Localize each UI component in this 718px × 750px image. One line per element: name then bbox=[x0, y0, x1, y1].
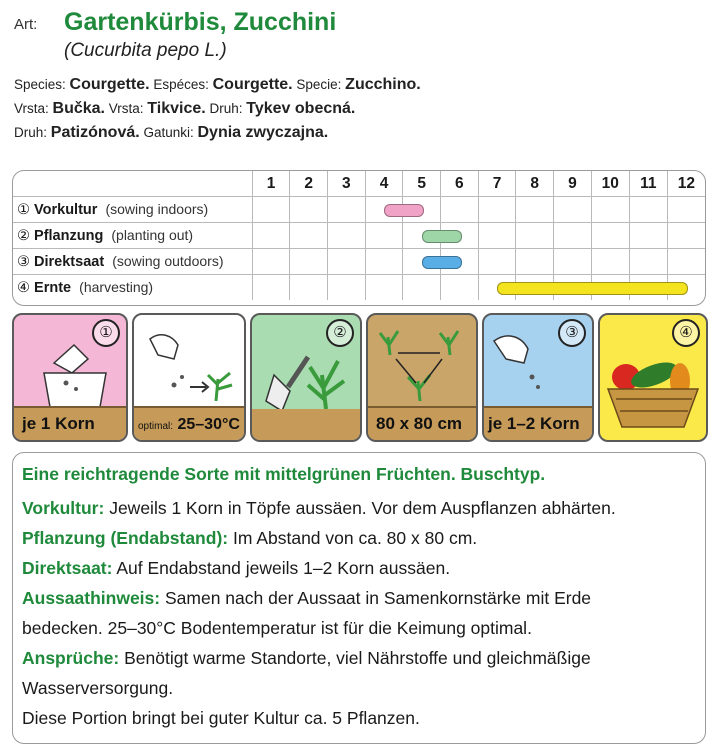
row-name: Vorkultur bbox=[34, 202, 98, 218]
step-number-4: ④ bbox=[672, 319, 700, 347]
month-1: 1 bbox=[252, 171, 290, 197]
pictogram-germination bbox=[132, 313, 246, 442]
pflanzung-label: Pflanzung (Endabstand): bbox=[22, 528, 229, 548]
germination-icon bbox=[134, 315, 244, 410]
row-number: ③ bbox=[17, 254, 30, 270]
direktsaat-line bbox=[22, 557, 450, 579]
especes-label: Espéces: bbox=[153, 77, 209, 92]
calendar-row-direktsaat bbox=[13, 249, 705, 275]
spacing-plants-icon bbox=[368, 315, 476, 410]
aussaat-label: Aussaathinweis: bbox=[22, 588, 161, 608]
row-note: (sowing indoors) bbox=[105, 201, 209, 217]
calendar-bar-ernte bbox=[497, 282, 688, 295]
pictogram-caption-bar bbox=[484, 406, 592, 440]
ansprueche-text: Benötigt warme Standorte, viel Nährstoffe und gleichmäßige bbox=[124, 648, 591, 668]
month-4: 4 bbox=[365, 171, 403, 197]
row-number: ④ bbox=[17, 280, 30, 296]
calendar-bar-pflanzung bbox=[422, 230, 462, 243]
row-number: ② bbox=[17, 228, 30, 244]
pictogram-harvest bbox=[598, 313, 708, 442]
product-title: Gartenkürbis, Zucchini bbox=[64, 8, 337, 36]
row-name: Ernte bbox=[34, 280, 72, 296]
direktsaat-text: Auf Endabstand jeweils 1–2 Korn aussäen. bbox=[116, 558, 451, 578]
pictogram-sowing-pot bbox=[12, 313, 128, 442]
caption-small: optimal: bbox=[138, 421, 174, 432]
vrsta-si-value: Bučka. bbox=[52, 100, 105, 117]
row-label-vorkultur bbox=[13, 197, 252, 223]
pictogram-direct-sowing bbox=[482, 313, 594, 442]
month-3: 3 bbox=[328, 171, 366, 197]
ansprueche-label: Ansprüche: bbox=[22, 648, 120, 668]
especes-value: Courgette. bbox=[212, 76, 293, 93]
calendar-table bbox=[13, 171, 705, 300]
row-note: (harvesting) bbox=[79, 279, 154, 295]
translation-line-2 bbox=[14, 100, 355, 118]
pictogram-caption-bar bbox=[134, 406, 244, 440]
month-10: 10 bbox=[591, 171, 629, 197]
calendar-bar-vorkultur bbox=[384, 204, 424, 217]
druh-sk-value: Patizónová. bbox=[50, 124, 140, 141]
calendar-header-row bbox=[13, 171, 705, 197]
druh-sk-label: Druh: bbox=[14, 125, 48, 140]
caption-text bbox=[138, 416, 238, 434]
ansprueche-text-continued: Wasserversorgung. bbox=[22, 678, 174, 698]
aussaat-text-continued: bedecken. 25–30°C Bodentemperatur ist für die Keimung optimal. bbox=[22, 618, 532, 638]
caption-text: je 1 Korn bbox=[22, 414, 95, 433]
calendar-row-vorkultur bbox=[13, 197, 705, 223]
portion-note: Diese Portion bringt bei guter Kultur ca. 5 Pflanzen. bbox=[22, 708, 420, 728]
vrsta-hr-value: Tikvice. bbox=[147, 100, 206, 117]
row-label-pflanzung bbox=[13, 223, 252, 249]
row-note: (planting out) bbox=[111, 227, 194, 243]
gatunki-value: Dynia zwyczajna. bbox=[197, 124, 329, 141]
info-box bbox=[12, 452, 706, 744]
month-12: 12 bbox=[667, 171, 705, 197]
vrsta-hr-label: Vrsta: bbox=[108, 101, 144, 116]
calendar-row-pflanzung bbox=[13, 223, 705, 249]
month-11: 11 bbox=[629, 171, 667, 197]
row-note: (sowing outdoors) bbox=[112, 253, 224, 269]
calendar-corner bbox=[13, 171, 252, 197]
month-8: 8 bbox=[516, 171, 554, 197]
art-label: Art: bbox=[14, 16, 38, 33]
direktsaat-label: Direktsaat: bbox=[22, 558, 113, 578]
aussaat-line bbox=[22, 587, 591, 609]
specie-label: Specie: bbox=[296, 77, 342, 92]
sowing-calendar bbox=[12, 170, 706, 306]
vorkultur-line bbox=[22, 497, 616, 519]
translation-line-1 bbox=[14, 76, 421, 94]
variety-headline: Eine reichtragende Sorte mit mittelgrünen Früchten. Buschtyp. bbox=[22, 464, 546, 484]
row-name: Pflanzung bbox=[34, 228, 104, 244]
vrsta-si-label: Vrsta: bbox=[14, 101, 49, 116]
pictogram-planting bbox=[250, 313, 362, 442]
step-number-3: ③ bbox=[558, 319, 586, 347]
row-label-ernte bbox=[13, 275, 252, 301]
row-name: Direktsaat bbox=[34, 254, 105, 270]
pflanzung-text: Im Abstand von ca. 80 x 80 cm. bbox=[232, 528, 478, 548]
caption-text: je 1–2 Korn bbox=[488, 414, 580, 433]
gatunki-label: Gatunki: bbox=[143, 125, 194, 140]
step-number-2: ② bbox=[326, 319, 354, 347]
month-2: 2 bbox=[290, 171, 328, 197]
step-number-1: ① bbox=[92, 319, 120, 347]
month-6: 6 bbox=[441, 171, 479, 197]
latin-name: (Cucurbita pepo L.) bbox=[64, 40, 227, 61]
month-5: 5 bbox=[403, 171, 441, 197]
pictogram-caption-bar bbox=[14, 406, 126, 440]
row-label-direktsaat bbox=[13, 249, 252, 275]
month-9: 9 bbox=[554, 171, 592, 197]
calendar-bar-direktsaat bbox=[422, 256, 462, 269]
ansprueche-line bbox=[22, 647, 591, 669]
druh-cz-value: Tykev obecná. bbox=[246, 100, 356, 117]
caption-temp: 25–30°C bbox=[177, 416, 240, 433]
aussaat-text: Samen nach der Aussaat in Samenkornstärke mit Erde bbox=[164, 588, 592, 608]
pictogram-spacing bbox=[366, 313, 478, 442]
pictogram-caption-bar bbox=[368, 406, 476, 440]
pflanzung-line bbox=[22, 527, 477, 549]
druh-cz-label: Druh: bbox=[209, 101, 243, 116]
specie-value: Zucchino. bbox=[345, 76, 421, 93]
species-label: Species: bbox=[14, 77, 66, 92]
vorkultur-text: Jeweils 1 Korn in Töpfe aussäen. Vor dem Auspflanzen abhärten. bbox=[109, 498, 616, 518]
caption-text: 80 x 80 cm bbox=[376, 414, 463, 433]
vorkultur-label: Vorkultur: bbox=[22, 498, 105, 518]
row-number: ① bbox=[17, 202, 30, 218]
translation-line-3 bbox=[14, 124, 328, 142]
month-7: 7 bbox=[478, 171, 516, 197]
species-value: Courgette. bbox=[69, 76, 150, 93]
